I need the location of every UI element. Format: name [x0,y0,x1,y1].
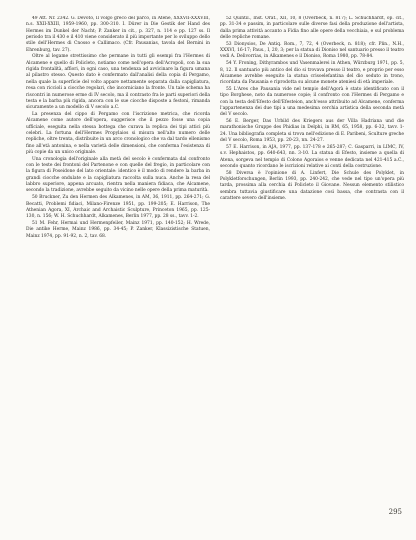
footnote-columns [26,16,404,516]
footnote-paragraph: 58 Diversa è l'opinione di A. Linfert, Die Schule des Polyklet, in Polykletforschungen, Berlin 1993, pp. 240-242, che vede nel tipo un'opera più tarda, prossima alla cerchia di Policleto il Giovane. Nessun elemento stilistico sembra tuttavia giustificare una datazione così bassa, che contrasta con il carattere severo dell'insieme. [220,170,404,201]
footnote-paragraph: 56 E. Berger, Das Urbild des Kriegers aus der Villa Hadriana und die marathonische Gruppe des Phidias in Delphi, in RM, 65, 1958, pp. 6-32, tavv. 1-24. Una bibliografia completa si trova nell'edizione di E. Paribeni, Sculture greche del V secolo, Roma 1953, pp. 20-23, nn. 24-27. [220,119,404,144]
footnote-paragraph: Una cronologia dell'originale alla metà del secolo è confermata dal confronto con le teste dei frontoni del Partenone e con quelle del fregio, in particolare con la figura di Poseidone del lato orientale: identico è il modo di rendere la barba in grandi ciocche ondulate e la capigliatura raccolta sulla nuca. Anche la resa del labbro superiore, appena arcuato, rientra nella maniera fidiaca, che Alcamene, secondo la tradizione, avrebbe seguito da vicino nelle opere della prima maturità. [26,156,210,194]
left-footnote-column [26,16,210,516]
footnote-paragraph: La presenza del cippo di Pergamo con l'iscrizione metrica, che ricorda Alcamene come autore dell'opera, suggerisce che il pezzo fosse una copia ufficiale, eseguita nella stessa bottega che curava la replica dei tipi attici più celebri. La fortuna dell'Hermes Propylaios si misura nell'alto numero delle repliche, oltre trenta, distribuite in un arco cronologico che va dal tardo ellenismo fino all'età antonina, e nella varietà delle dimensioni, che conferma l'esistenza di più copie da un unico originale. [26,111,210,155]
footnote-paragraph: 53 Dionysios, De Antiq. Rom., 7, 72, 4 (Overbeck, n. 818); cfr. Plin., N.H., XXXVI, 16-17; Paus., I, 20, 3; per la statua di Dioniso nel santuario presso il teatro vedi A. Delivorrias, in Alkamenes e il Dioniso, Roma 1980, pp. 78-84. [220,41,404,60]
footnote-paragraph: 51 M. Fehr, Hermai und Hermenpfeiler, Mainz 1971, pp. 140-152; H. Wrede, Die antike Herme, Mainz 1986, pp. 34-45; P. Zanker, Klassizistische Statuen, Mainz 1974, pp. 91-92, n. 2, tav. 68. [26,220,210,239]
page-number: 295 [388,508,402,516]
right-footnote-column [220,16,404,516]
footnote-paragraph: 54 Y. Froning, Dithyrambos und Vasenmalerei in Athen, Würzburg 1971, pp. 5, 8, 12. Il santuario più antico del dio si trovava presso il teatro, e proprio per esso Alcamene avrebbe eseguito la statua crisoelefantina del dio seduto in trono, ricordata da Pausania e riprodotta su alcune monete ateniesi di età imperiale. [220,61,404,86]
footnote-paragraph: 55 L'Ares che Pausania vide nel tempio dell'Agorà è stato identificato con il tipo Borghese, noto da numerose copie; il confronto con l'Hermes di Pergamo e con la testa dell'Efesto dell'Efesteion, anch'esso attribuito ad Alcamene, conferma l'appartenenza dei due tipi a una medesima cerchia artistica della seconda metà del V secolo. [220,86,404,118]
footnote-paragraph: 49 Att. Nr. 2342. G. Devoto, Il volgo greco del parco, in Atene, XXXVII-XXXVIII, n.s. XXII-XXIII, 1959-1960, pp. 300-310. I. Dürer in Die Gestik der Hand des Hermes im Dunkel der Nacht; P. Zanker in cit., p. 327, n. 114 e pp. 127 ss. Il periodo tra il 430 e il 410 viene considerato il più importante per lo sviluppo dello stile dell'Hermes di Cnosso e Callimaco. (Cfr. Pausanias, tavola del Bernini in Ehrenburg, tav. 27). [26,16,210,53]
footnote-paragraph: 50 Bruckner, Zu den Hermen des Alkamenes, in AM, 36, 1911, pp. 264-271; G. Becatti, Problemi fidiaci, Milano-Firenze 1951, pp. 199-205; E. Harrison, The Athenian Agora, XI, Archaic and Archaistic Sculpture, Princeton 1965, pp. 125-130, n. 156; W. H. Schuchhardt, Alkamenes, Berlin 1977, pp. 28 ss., tavv. 1-2. [26,195,210,220]
footnote-paragraph: 52 Quintil., Inst. Orat., XII, 10, 8 (Overbeck, n. 817); L. Schuchhardt, op. cit., pp. 31-34 e passim, in particolare sulle diverse fasi della produzione dell'artista, dalla prima attività accanto a Fidia fino alle opere della vecchiaia, e sul problema delle repliche romane. [220,16,404,41]
footnote-paragraph: Oltre al legame strettissimo che permane in tutti gli esempi fra l'Hermes di Alcamene e quello di Policleto, notiamo come nell'opera dell'Acropoli, con la sua rigida frontalità, affiori, in ogni caso, una tendenza ad avvicinare la figura umana al pilastro stesso. Questo dato è confermato dall'analisi della copia di Pergamo, nella quale la superficie del volto appare nettamente separata dalla capigliatura, resa con riccioli a ciocche regolari, che incorniciano la fronte. Un tale schema ha riscontri in numerose erme di IV secolo, ma il contrasto fra le parti superiori della testa e la barba più rigida, ancora con le sue ciocche disposte a festoni, rimanda sicuramente a un modello di V secolo a.C. [26,54,210,111]
footnote-paragraph: 57 E. Harrison, in AJA, 1977, pp. 137-178 e 265-287; C. Gasparri, in LIMC, IV, s.v. Hephaistos, pp. 640-643, nn. 3-10. La statua di Efesto, insieme a quella di Atena, sorgeva nel tempio di Colono Agoraios e venne dedicata nel 421-415 a.C., secondo quanto ricordano le iscrizioni relative ai conti della costruzione. [220,144,404,169]
